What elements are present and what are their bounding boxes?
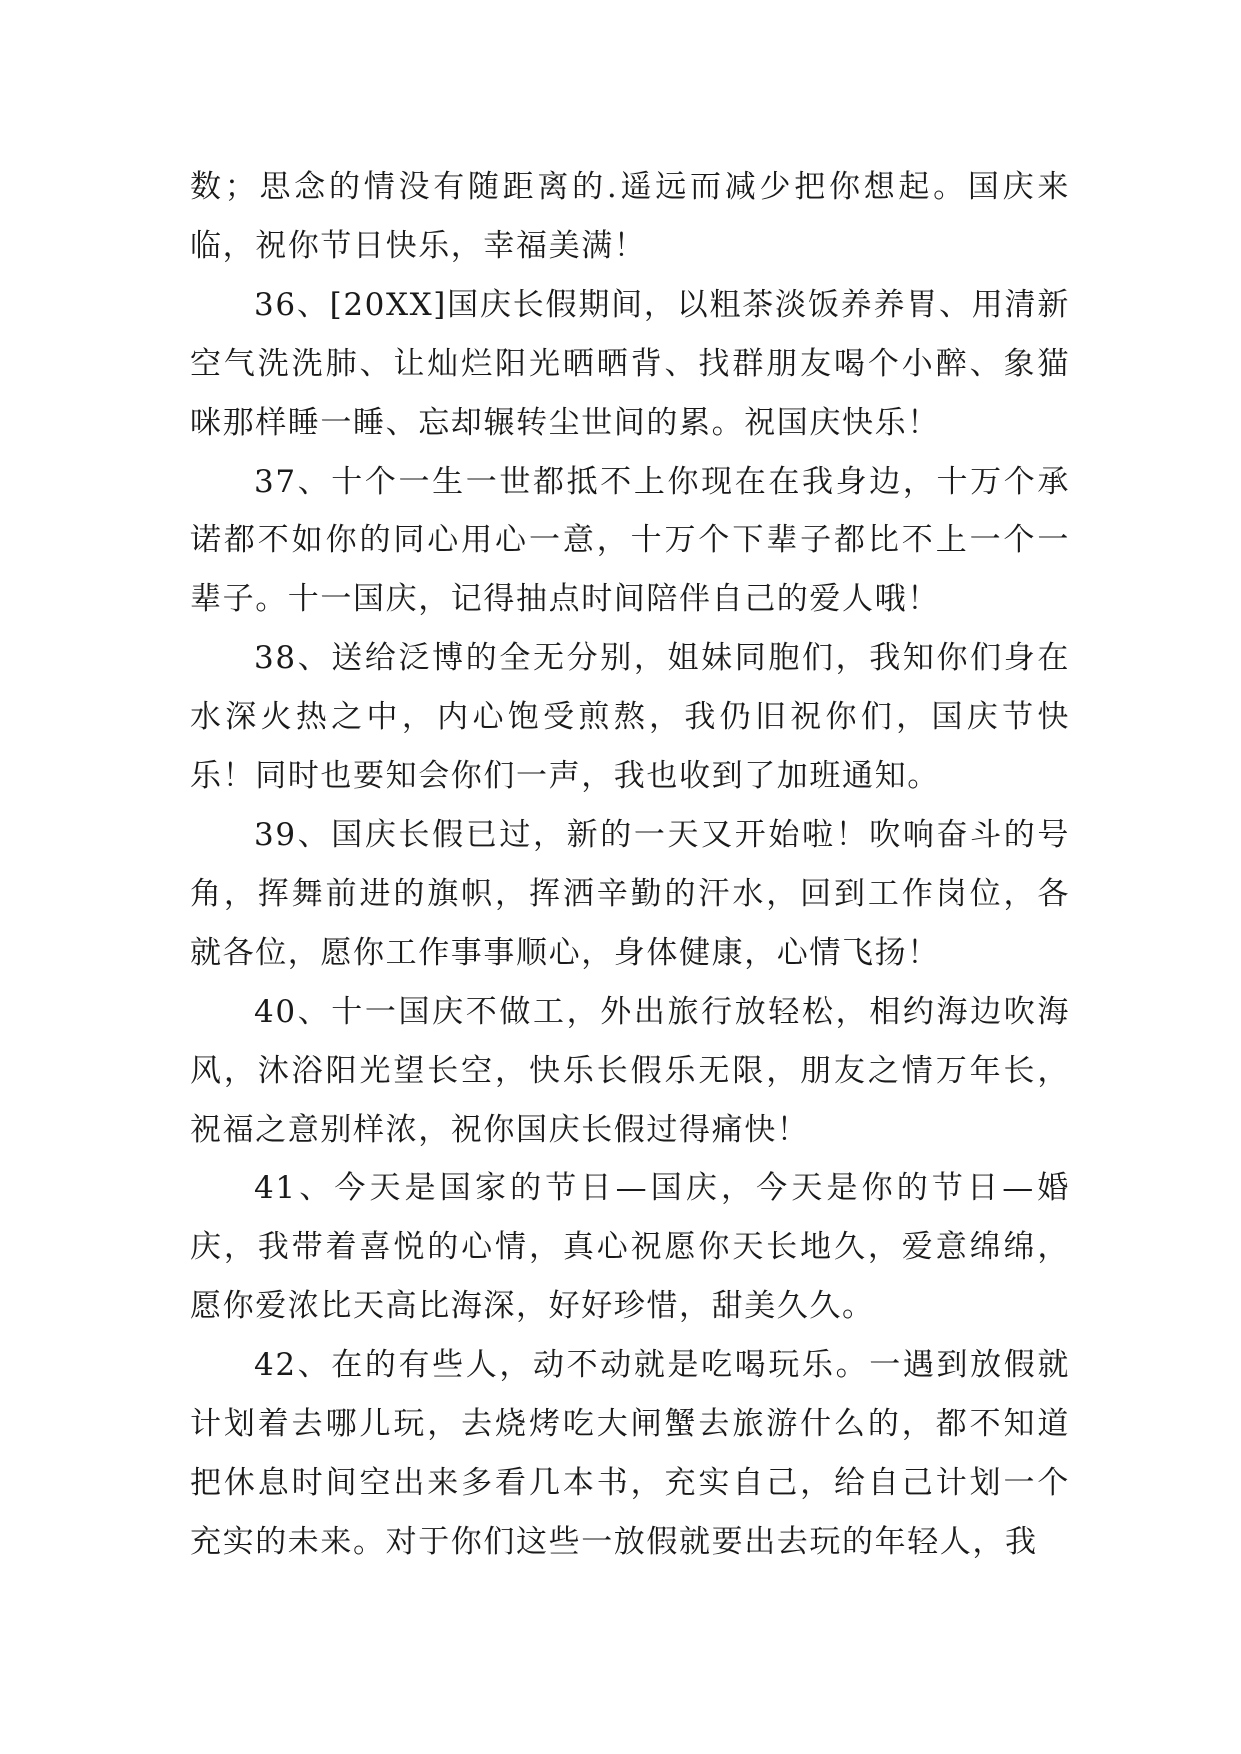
- paragraph-35-continuation: 数；思念的情没有随距离的.遥远而减少把你想起。国庆来临，祝你节日快乐，幸福美满！: [190, 169, 1070, 264]
- paragraph-39: 39、国庆长假已过，新的一天又开始啦！吹响奋斗的号角，挥舞前进的旗帜，挥洒辛勤的汗水，回到工作岗位，各就各位，愿你工作事事顺心，身体健康，心情飞扬！: [190, 816, 1070, 971]
- paragraph-41: 41、今天是国家的节日—国庆，今天是你的节日—婚庆，我带着喜悦的心情，真心祝愿你天长地久，爱意绵绵，愿你爱浓比天高比海深，好好珍惜，甜美久久。: [190, 1170, 1070, 1325]
- document-body: [190, 158, 1070, 1572]
- paragraph-40: 40、十一国庆不做工，外出旅行放轻松，相约海边吹海风，沐浴阳光望长空，快乐长假乐无限，朋友之情万年长，祝福之意别样浓，祝你国庆长假过得痛快！: [190, 993, 1070, 1148]
- paragraph-42: 42、在的有些人，动不动就是吃喝玩乐。一遇到放假就计划着去哪儿玩，去烧烤吃大闸蟹去旅游什么的，都不知道把休息时间空出来多看几本书，充实自己，给自己计划一个充实的未来。对于你们这些一放假就要出去玩的年轻人，我: [190, 1347, 1070, 1560]
- paragraph-36: 36、[20XX]国庆长假期间，以粗茶淡饭养养胃、用清新空气洗洗肺、让灿烂阳光晒晒背、找群朋友喝个小醉、象猫咪那样睡一睡、忘却辗转尘世间的累。祝国庆快乐！: [190, 286, 1070, 441]
- paragraph-37: 37、十个一生一世都抵不上你现在在我身边，十万个承诺都不如你的同心用心一意，十万个下辈子都比不上一个一辈子。十一国庆，记得抽点时间陪伴自己的爱人哦！: [190, 463, 1070, 618]
- paragraph-38: 38、送给泛博的全无分别，姐妹同胞们，我知你们身在水深火热之中，内心饱受煎熬，我仍旧祝你们，国庆节快乐！同时也要知会你们一声，我也收到了加班通知。: [190, 640, 1070, 795]
